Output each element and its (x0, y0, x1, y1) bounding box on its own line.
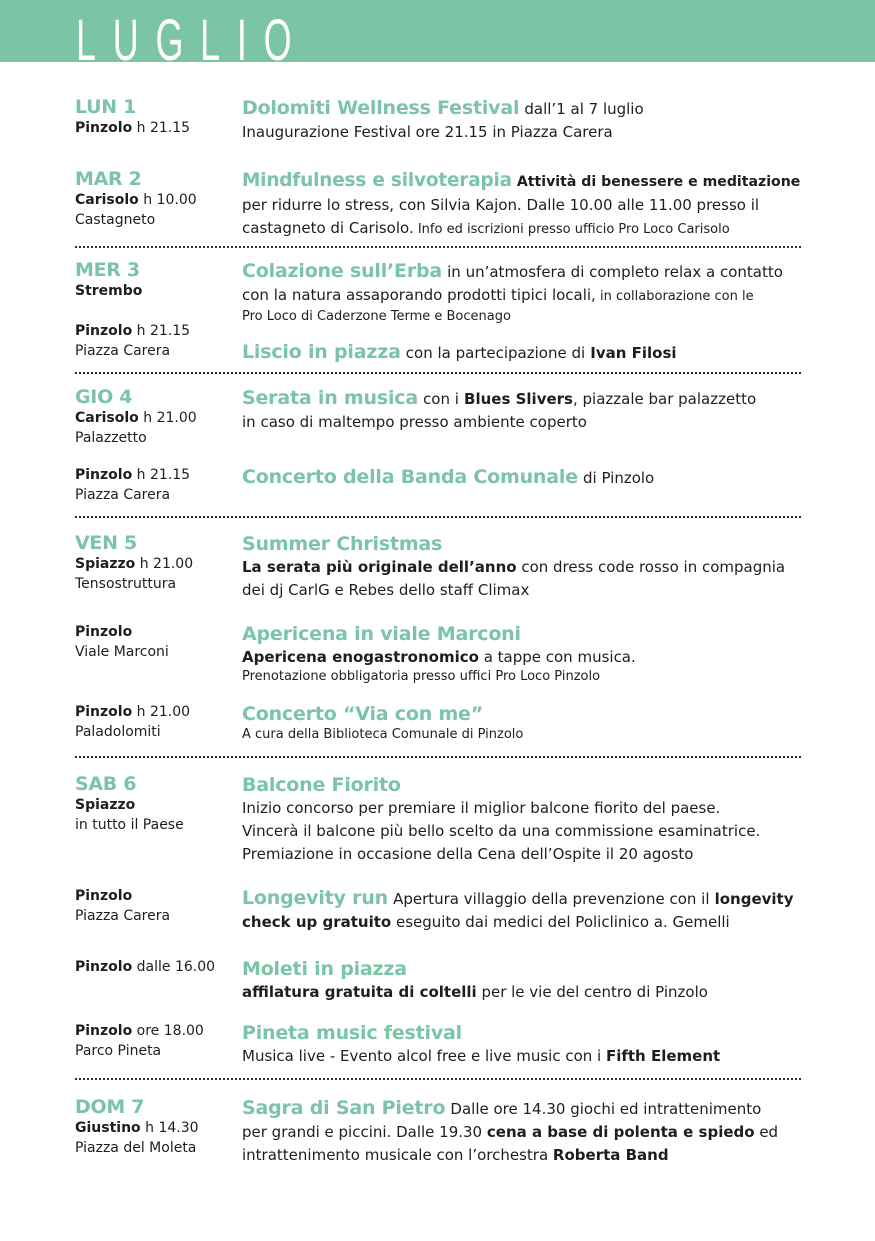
event-location: Carisolo h 21.00 (75, 410, 197, 426)
event-location: Spiazzo (75, 797, 136, 813)
event: Dolomiti Wellness Festival dall’1 al 7 luglio Inaugurazione Festival ore 21.15 in Piazza Carera (242, 97, 644, 141)
event-venue: Palazzetto (75, 430, 147, 446)
event-location: Pinzolo h 21.15 (75, 467, 191, 483)
divider (75, 1078, 801, 1080)
event-location: Giustino h 14.30 (75, 1120, 199, 1136)
event-location: Pinzolo h 21.15 (75, 323, 191, 339)
day-label: VEN 5 (75, 532, 137, 554)
event: Mindfulness e silvoterapia Attività di benessere e meditazione per ridurre lo stress, con Silvia Kajon. Dalle 10.00 alle 11.00 presso il castagneto di Carisolo. Info ed iscrizioni presso ufficio Pro Loco Carisolo (242, 169, 801, 237)
event-title: Dolomiti Wellness Festival (242, 97, 520, 119)
event: Colazione sull’Erba in un’atmosfera di completo relax a contatto con la natura assaporando prodotti tipici locali, in collaborazione con le Pro Loco di Caderzone Terme e Bocenago (242, 260, 783, 324)
event-location: Pinzolo h 21.00 (75, 704, 191, 720)
event: Apericena in viale Marconi Apericena enogastronomico a tappe con musica. Prenotazione obbligatoria presso uffici Pro Loco Pinzolo (242, 623, 636, 684)
event-location: Spiazzo h 21.00 (75, 556, 194, 572)
event-location: Pinzolo h 21.15 (75, 120, 191, 136)
event-location: Pinzolo (75, 888, 133, 904)
event-title: Longevity run (242, 887, 388, 909)
event: Serata in musica con i Blues Slivers, piazzale bar palazzetto in caso di maltempo presso ambiente coperto (242, 387, 757, 431)
event-location: Pinzolo ore 18.00 (75, 1023, 204, 1039)
event-title: Liscio in piazza (242, 341, 401, 363)
month-title: LUGLIO (76, 8, 309, 62)
event-venue: Viale Marconi (75, 644, 169, 660)
day-label: GIO 4 (75, 386, 133, 408)
event-venue: Parco Pineta (75, 1043, 162, 1059)
event: Moleti in piazza affilatura gratuita di coltelli per le vie del centro di Pinzolo (242, 958, 708, 1001)
header-band (0, 0, 875, 62)
event-location: Strembo (75, 283, 143, 299)
event: Pineta music festival Musica live - Evento alcol free e live music con i Fifth Element (242, 1022, 721, 1065)
event: Longevity run Apertura villaggio della prevenzione con il longevity check up gratuito eseguito dai medici del Policlinico a. Gemelli (242, 887, 794, 931)
event-venue: Tensostruttura (75, 576, 177, 592)
day-label: MER 3 (75, 259, 140, 281)
event-title: Sagra di San Pietro (242, 1097, 446, 1119)
event: Balcone Fiorito Inizio concorso per premiare il miglior balcone fiorito del paese. Vincerà il balcone più bello scelto da una commissione esaminatrice. Premiazione in occasione della Cena dell’Ospite il 20 agosto (242, 774, 761, 863)
event-title: Serata in musica (242, 387, 418, 409)
event-venue: Piazza Carera (75, 487, 171, 503)
event-venue: in tutto il Paese (75, 817, 184, 833)
event: Concerto “Via con me” A cura della Biblioteca Comunale di Pinzolo (242, 703, 524, 742)
event: Liscio in piazza con la partecipazione di Ivan Filosi (242, 341, 677, 363)
event-title: Pineta music festival (242, 1022, 462, 1044)
event-location: Carisolo h 10.00 (75, 192, 197, 208)
day-label: LUN 1 (75, 96, 137, 118)
event-title: Mindfulness e silvoterapia (242, 169, 512, 191)
event-venue: Piazza Carera (75, 343, 171, 359)
divider (75, 756, 801, 758)
event: Concerto della Banda Comunale di Pinzolo (242, 466, 655, 488)
event-venue: Paladolomiti (75, 724, 161, 740)
event-location: Pinzolo (75, 624, 133, 640)
event-title: Summer Christmas (242, 533, 443, 555)
event-title: Colazione sull’Erba (242, 260, 443, 282)
event-location: Pinzolo dalle 16.00 (75, 959, 216, 975)
event-title: Apericena in viale Marconi (242, 623, 521, 645)
event: Sagra di San Pietro Dalle ore 14.30 giochi ed intrattenimento per grandi e piccini. Dalle 19.30 cena a base di polenta e spiedo ed intrattenimento musicale con l’orchestra Roberta Band (242, 1097, 779, 1164)
day-label: SAB 6 (75, 773, 137, 795)
event-venue: Castagneto (75, 212, 156, 228)
day-label: DOM 7 (75, 1096, 145, 1118)
event-venue: Piazza Carera (75, 908, 171, 924)
event-title: Concerto “Via con me” (242, 703, 484, 725)
divider (75, 516, 801, 518)
divider (75, 246, 801, 248)
event-venue: Piazza del Moleta (75, 1140, 197, 1156)
divider (75, 372, 801, 374)
event: Summer Christmas La serata più originale dell’anno con dress code rosso in compagnia dei dj CarlG e Rebes dello staff Climax (242, 533, 786, 599)
event-title: Moleti in piazza (242, 958, 407, 980)
event-title: Concerto della Banda Comunale (242, 466, 578, 488)
event-title: Balcone Fiorito (242, 774, 401, 796)
day-label: MAR 2 (75, 168, 142, 190)
